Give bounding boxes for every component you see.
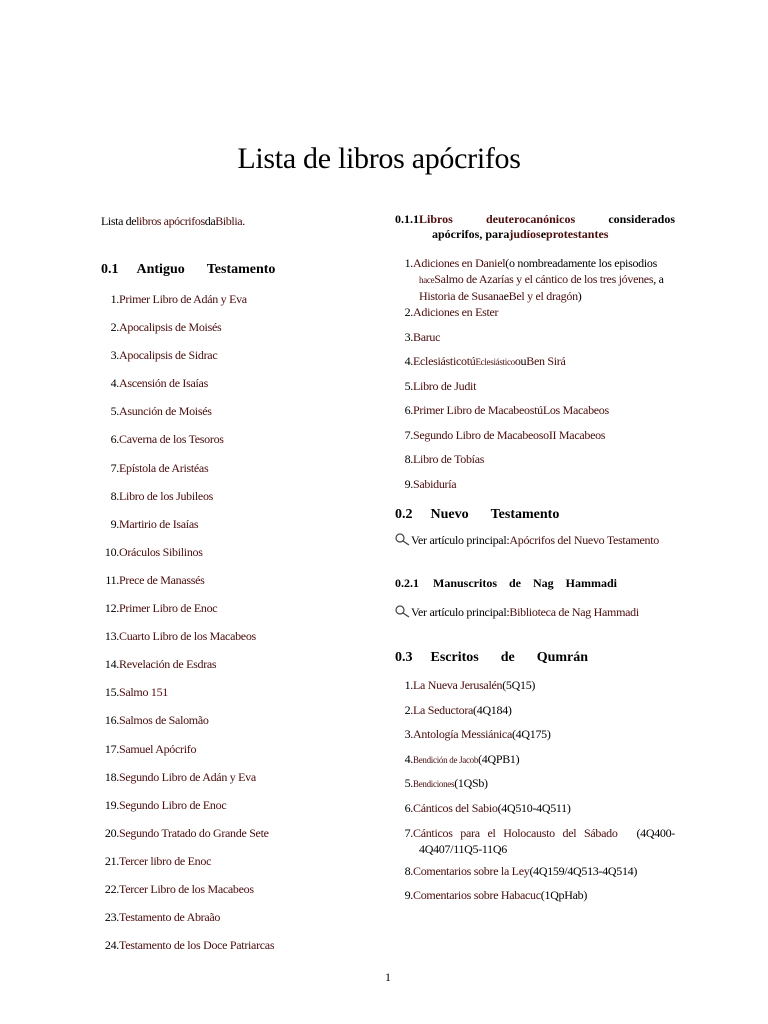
item-number: 7. (404, 825, 413, 840)
item-link[interactable]: Apocalipsis de Sidrac (119, 348, 218, 363)
item-number: 5. (110, 404, 119, 419)
item-link[interactable]: La Seductora (413, 702, 474, 717)
list-item (101, 712, 361, 740)
item-link[interactable]: Primer Libro de Macabeos (413, 403, 535, 417)
list-item (395, 427, 675, 452)
item-number: 4. (404, 354, 413, 368)
item-number: 10. (104, 544, 119, 559)
list-item (101, 741, 361, 769)
bible-link[interactable]: Biblia (215, 214, 243, 228)
section-word: Testamento (490, 507, 560, 522)
list-item (101, 544, 361, 572)
item-link[interactable]: Asunción de Moisés (119, 404, 212, 419)
list-item (101, 291, 361, 319)
list-item (101, 825, 361, 853)
item-link[interactable]: Segundo Libro de Macabeos (413, 427, 544, 442)
item-text: 4Q407/11Q5-11Q6 (419, 841, 507, 856)
item-link[interactable]: II Macabeos (548, 427, 606, 442)
item-link[interactable]: Epístola de Aristéas (119, 460, 209, 475)
list-item (101, 572, 361, 600)
list-item (395, 329, 675, 354)
section-word: Hammadi (565, 576, 618, 590)
item-number: 9. (404, 476, 413, 491)
heading-word: considerados (608, 212, 675, 226)
list-item (395, 402, 675, 427)
item-text: (4Q175) (511, 727, 551, 742)
item-text: (4Q184) (473, 702, 512, 717)
item-link[interactable]: Adiciones en Daniel (413, 256, 506, 270)
magnifier-icon (395, 533, 411, 546)
list-item (395, 255, 675, 304)
section-word: Nag (533, 576, 554, 590)
section-word: Escritos (430, 650, 479, 665)
list-item (101, 909, 361, 937)
left-column (101, 214, 361, 965)
list-item (395, 476, 675, 501)
item-link[interactable]: Segundo Tratado do Grande Sete (119, 825, 269, 840)
see-also-new-testament (395, 533, 675, 548)
item-link[interactable]: Revelación de Esdras (119, 657, 217, 672)
section-heading-deuterocanonical (395, 212, 675, 242)
item-link-small[interactable]: Bendición de Jacob (413, 754, 479, 765)
item-number: 1. (404, 678, 413, 692)
see-also-label: Ver artículo principal: (411, 533, 510, 547)
item-link[interactable]: Apocalipsis de Moisés (119, 320, 222, 335)
list-item (395, 751, 675, 776)
item-number: 5. (404, 776, 413, 791)
item-number: 4. (404, 751, 413, 766)
item-number: 8. (404, 452, 413, 466)
list-item (395, 863, 675, 888)
item-link[interactable]: Comentarios sobre la Ley (413, 863, 530, 878)
item-number: 8. (110, 488, 119, 503)
list-item (101, 628, 361, 656)
section-heading-qumran (395, 650, 675, 666)
item-link[interactable]: Salmo 151 (119, 685, 168, 700)
list-item (101, 881, 361, 909)
see-also-link[interactable]: Biblioteca de Nag Hammadi (509, 605, 639, 619)
page-number: 1 (385, 970, 391, 984)
section-number: 0.3 (395, 650, 413, 665)
item-number: 6. (404, 800, 413, 815)
item-text: (5Q15) (502, 678, 536, 692)
heading-link-libros[interactable]: Libros (419, 212, 453, 226)
list-item (101, 516, 361, 544)
see-also-nag-hammadi (395, 605, 675, 620)
item-number: 1. (404, 256, 413, 270)
item-text: (4QPB1) (478, 751, 520, 766)
section-heading-old-testament (101, 262, 361, 278)
magnifier-icon (395, 605, 411, 618)
list-item (395, 378, 675, 403)
item-number: 3. (404, 727, 413, 742)
item-link-small[interactable]: Eclesiástico (475, 357, 515, 367)
old-testament-list (101, 291, 361, 965)
item-number: 12. (104, 601, 119, 616)
item-link[interactable]: Cánticos del Sabio (413, 800, 498, 815)
item-number: 2. (110, 320, 119, 335)
item-link[interactable]: Oráculos Sibilinos (119, 544, 203, 559)
item-text: (o nombreadamente los episodios (505, 256, 657, 270)
intro-text: Lista de (101, 214, 137, 228)
list-item (395, 887, 675, 912)
list-item (395, 304, 675, 329)
item-number: 23. (104, 910, 119, 925)
item-number: 5. (404, 378, 413, 393)
qumran-list (395, 677, 675, 912)
item-text: (4Q400- (636, 825, 675, 840)
item-number: 9. (404, 888, 413, 903)
list-item (395, 775, 675, 800)
item-number: 21. (104, 853, 119, 868)
see-also-label: Ver artículo principal: (411, 605, 510, 619)
heading-link-deuterocanonicos[interactable]: deuterocanónicos (486, 212, 576, 226)
deuterocanonical-list (395, 255, 675, 500)
item-link[interactable]: Historia de Susana (419, 289, 504, 303)
item-link[interactable]: Los Macabeos (542, 403, 609, 417)
item-number: 2. (404, 702, 413, 717)
list-item (395, 677, 675, 702)
item-number: 6. (404, 403, 413, 417)
item-text: (4Q510-4Q511) (497, 800, 571, 815)
item-link[interactable]: Segundo Libro de Enoc (119, 797, 227, 812)
item-link[interactable]: Martirio de Isaías (119, 516, 199, 531)
item-link[interactable]: Libro de Judit (413, 378, 477, 393)
item-number: 9. (110, 516, 119, 531)
item-link[interactable]: Libro de los Jubileos (119, 488, 214, 503)
list-item (101, 656, 361, 684)
item-text: o (543, 427, 549, 442)
list-item (101, 460, 361, 488)
list-item (101, 403, 361, 431)
item-link[interactable]: Salmos de Salomão (119, 713, 209, 728)
item-link-small[interactable]: hace (419, 275, 435, 285)
list-item (101, 600, 361, 628)
item-number: 1. (110, 292, 119, 306)
apocrypha-link[interactable]: libros apócrifos (136, 214, 205, 228)
item-number: 24. (104, 938, 119, 953)
heading-link-judios[interactable]: judíos (509, 227, 541, 241)
item-number: 20. (104, 825, 119, 840)
item-link[interactable]: Ben Sirá (526, 354, 566, 368)
heading-word: e (540, 227, 547, 241)
section-number: 0.2.1 (395, 576, 419, 590)
item-number: 16. (104, 713, 119, 728)
intro-text-da: da (204, 214, 216, 228)
item-link[interactable]: Salmo de Azarías y el cántico de los tres jóvenes (434, 272, 654, 286)
list-item (101, 347, 361, 375)
list-item (395, 800, 675, 825)
section-number: 0.1.1 (395, 212, 419, 226)
item-link[interactable]: Cuarto Libro de los Macabeos (119, 629, 256, 644)
item-text: (1QSb) (454, 776, 488, 791)
list-item (395, 353, 675, 378)
item-link[interactable]: Sabiduría (413, 476, 457, 491)
section-word: de (509, 576, 521, 590)
list-item (101, 769, 361, 797)
item-number: 2. (404, 305, 413, 319)
item-number: 13. (104, 629, 119, 644)
item-number: 15. (104, 685, 119, 700)
section-word: Testamento (206, 262, 276, 277)
item-text: e (503, 289, 509, 303)
item-link[interactable]: Eclesiástico (413, 354, 467, 368)
item-link[interactable]: Primer Libro de Enoc (119, 601, 218, 616)
section-word: Antiguo (136, 262, 185, 277)
list-item (101, 797, 361, 825)
list-item (101, 431, 361, 459)
item-number: 17. (104, 741, 119, 756)
item-link[interactable]: Libro de Tobías (413, 452, 485, 466)
item-link[interactable]: Prece de Manassés (119, 572, 205, 587)
section-word: Nuevo (430, 507, 469, 522)
item-number: 4. (110, 376, 119, 391)
list-item (395, 451, 675, 476)
heading-word: apócrifos, para (432, 227, 510, 241)
item-text: (1QpHab) (540, 888, 588, 903)
item-text: o (514, 354, 521, 368)
right-column (395, 212, 675, 912)
item-text: tú (466, 354, 476, 368)
list-item (101, 684, 361, 712)
item-link[interactable]: Segundo Libro de Adán y Eva (119, 769, 256, 784)
item-link[interactable]: Testamento de los Doce Patriarcas (119, 938, 275, 953)
item-link[interactable]: Antología Messiánica (413, 727, 512, 742)
item-number: 18. (104, 769, 119, 784)
item-number: 22. (104, 881, 119, 896)
item-number: 11. (105, 572, 119, 587)
section-number: 0.2 (395, 507, 413, 522)
item-link[interactable]: Adiciones en Ester (413, 305, 499, 319)
list-item (101, 319, 361, 347)
item-link-small[interactable]: Bendiciones (413, 779, 455, 790)
item-text: , a (653, 272, 664, 286)
item-number: 14. (104, 657, 119, 672)
item-link[interactable]: Baruc (413, 329, 441, 344)
intro-paragraph (101, 214, 361, 229)
item-number: 3. (110, 348, 119, 363)
item-link[interactable]: Testamento de Abraão (119, 910, 221, 925)
list-item (101, 937, 361, 965)
item-link[interactable]: Tercer Libro de los Macabeos (119, 881, 254, 896)
item-link[interactable]: Tercer libro de Enoc (119, 853, 212, 868)
item-link[interactable]: Cánticos para el Holocausto del Sábado (413, 825, 618, 840)
item-number: 6. (110, 432, 119, 447)
list-item (395, 702, 675, 727)
item-number: 19. (104, 797, 119, 812)
item-link[interactable]: Bel y el dragón (508, 289, 578, 303)
section-heading-new-testament (395, 507, 675, 523)
page-title: Lista de libros apócrifos (237, 142, 521, 176)
list-item (395, 825, 675, 863)
list-item (101, 853, 361, 881)
section-word: Manuscritos (433, 576, 497, 590)
item-link[interactable]: Comentarios sobre Habacuc (413, 888, 541, 903)
item-number: 7. (404, 427, 413, 442)
section-heading-nag-hammadi (395, 576, 675, 591)
item-link[interactable]: Caverna de los Tesoros (119, 432, 224, 447)
item-number: 8. (404, 863, 413, 878)
item-link[interactable]: Ascensión de Isaías (119, 376, 208, 391)
item-link[interactable]: Samuel Apócrifo (119, 741, 197, 756)
item-text: tú (534, 403, 543, 417)
item-link[interactable]: Primer Libro de Adán y Eva (119, 292, 247, 306)
list-item (395, 726, 675, 751)
item-number: 3. (404, 329, 413, 344)
section-word: de (500, 650, 515, 665)
item-link[interactable]: La Nueva Jerusalén (413, 678, 503, 692)
section-number: 0.1 (101, 262, 119, 277)
list-item (101, 488, 361, 516)
see-also-link[interactable]: Apócrifos del Nuevo Testamento (509, 533, 659, 547)
heading-link-protestantes[interactable]: protestantes (546, 227, 609, 241)
item-number: 7. (110, 460, 119, 475)
section-word: Qumrán (536, 650, 589, 665)
item-text: u (520, 354, 527, 368)
item-text: (4Q159/4Q513-4Q514) (529, 863, 638, 878)
item-text: ) (577, 289, 582, 303)
intro-period: . (242, 214, 245, 228)
list-item (101, 375, 361, 403)
